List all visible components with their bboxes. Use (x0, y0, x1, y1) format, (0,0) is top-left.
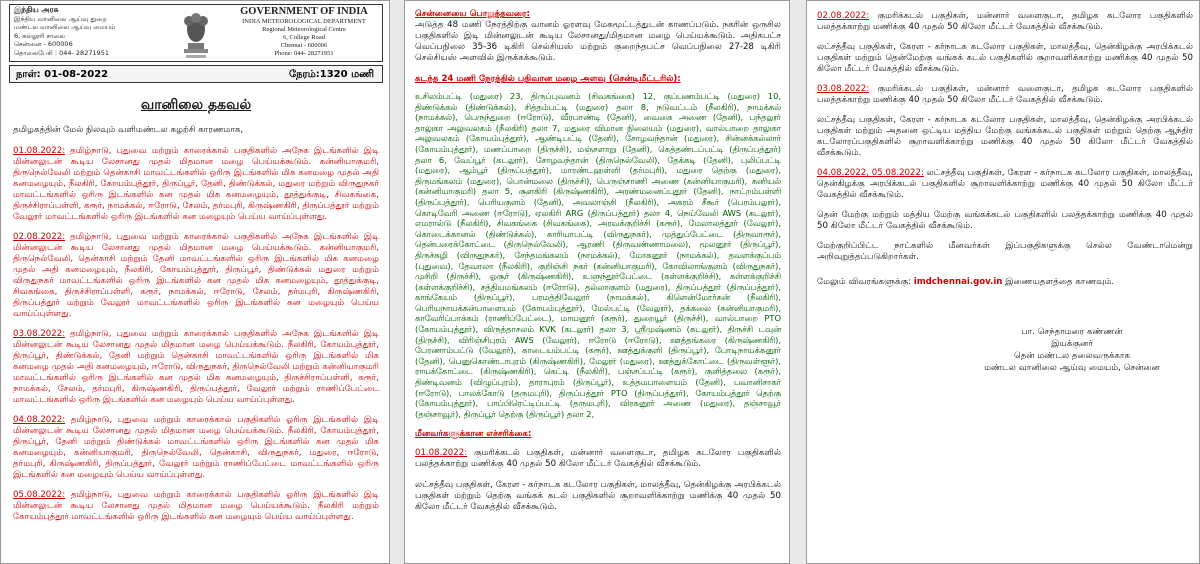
header-line: Chennai - 600006 (280, 42, 328, 49)
more-info (817, 277, 1193, 288)
header-line: மண்டல வானிலை ஆய்வு மையம் (14, 23, 116, 32)
letterhead (9, 4, 383, 62)
rainfall-list: உசிலம்பட்டி (மதுரை) 23, திருப்புவனம் (சிவகங்கை) 12, குப்பணம்பட்டி (மதுரை) 10, திண்டுக்கல் (திண்டுக்கல்), சித்தம்பட்டி (மதுரை) தலா 8, நடுவட்டம் (நீலகிரி), நாமக்கல் (நாமக்கல்), பெருந்துறை (ஈரோடு), வீரபாண்டி (தேனி), வைகை அணை (தேனி), பந்தலூர் தாலுகா அலுவலகம் (நீலகிரி) தலா 7, மதுரை விமான நிலையம் (மதுரை), வால்பாறை தாலுகா அலுவலகம் (கோயம்புத்தூர்), ஆண்டிபட்டி (தேனி), சோழவந்தான் (மதுரை), சின்னக்கல்லார் (கோயம்புத்தூர்), மணப்பாறை (திருச்சி), மஞ்சளாறு (தேனி), கெத்தண்டப்பட்டி (திருப்பத்தூர்) தலா 6, வேப்பூர் (கடலூர்), சோழவந்தான் (திருநெல்வேலி), தேக்கடி (தேனி), புலிப்பட்டி (மதுரை), ஆம்பூர் (திருப்பத்தூர்), மாரண்டஹள்ளி (தர்மபுரி), மதுரை தெற்கு (மதுரை), திருமங்கலம் (மதுரை), பொன்மலை (திருச்சி), பெருஞ்சாணி அணை (கன்னியாகுமரி), கனியல் (கன்னியாகுமரி) தலா 5, சூளகிரி (கிருஷ்ணகிரி), அரண்மனைப்புதூர் (தேனி), நாட்றம்பள்ளி (திருப்பத்தூர்), பெரியகுளம் (தேனி), அவலாஞ்சி (நீலகிரி), அகரம் சீகூர் (பெரம்பலூர்), கொடிவேரி அணை (ஈரோடு), ஏலகிரி ARG (திருப்பத்தூர்) தலா 4, நெய்வேலி AWS (கடலூர்), எமரால்டு (நீலகிரி), சிவகங்கை (சிவகங்கை), அரவக்குறிச்சி (கரூர்), மேலாலத்தூர் (வேலூர்), கொடைக்கானல் (திண்டுக்கல்), காரியாபட்டி (விருதுநகர்), முத்துப்பேட்டை (திருவாரூர்), தென்பரைக்கோட்டை (திருநெல்வேலி), ஆரணி (திருவண்ணாமலை), மூலனூர் (திருப்பூர்), திருச்சுழி (விருதுநகர்), சேந்தமங்கலம் (நாமக்கல்), மோகனூர் (நாமக்கல்), தவளக்குப்பம் (புதுவை), தேவாலா (நீலகிரி), குறிஞ்சி நகர் (கன்னியாகுமரி), கோவிலாங்குளம் (விருதுநகர்), முசிறி (திருச்சி), ஓசூர் (கிருஷ்ணகிரி), உளுந்தூர்பேட்டை (கள்ளக்குறிச்சி), கள்ளக்குறிச்சி (கள்ளக்குறிச்சி), சத்தியமங்கலம் (ஈரோடு), தல்லாகுளம் (மதுரை), திருப்பத்தூர் (திருப்பத்தூர்), காங்கேயம் (திருப்பூர்), பரமத்திவேலூர் (நாமக்கல்), கிளென்மோர்கன் (நீலகிரி), பெரியநாயக்கன்பாளையம் (கோயம்புத்தூர்), மேல்பட்டி (வேலூர்), தக்கலை (கன்னியாகுமரி), காவேரிப்பாக்கம் (ராணிப்பேட்டை), மாயனூர் (கரூர்), துறையூர் (திருச்சி), வால்பாறை PTO (கோயம்புத்தூர்), விருத்தாசலம் KVK (கடலூர்) தலா 3, ஸ்ரீமுஷ்ணம் (கடலூர்), திருச்சி டவுன் (திருச்சி), விரிஞ்சிபுரம் AWS (வேலூர்), ஈரோடு (ஈரோடு), ஊத்தங்கரை (கிருஷ்ணகிரி), பேரணாம்பட்டு (வேலூர்), காடையம்பட்டி (கரூர்), ஊத்துக்குளி (திருப்பூர்), போடிநாயக்கனூர் (தேனி), பெனுகொண்டாபுரம் (கிருஷ்ணகிரி), மேலூர் (மதுரை), ஊத்துக்கோட்டை (திருவள்ளூர்), ராயக்கோட்டை (கிருஷ்ணகிரி), கெட்டி (நீலகிரி), பஞ்சப்பட்டி (கரூர்), குளித்தலை (கரூர்), திண்டிவனம் (விழுப்புரம்), தாராபுரம் (திருப்பூர்), உத்தமபாளையம் (தேனி), பவானிசாகர் (ஈரோடு), பாலக்கோடு (தருமபுரி), திருப்பத்தூர் PTO (திருப்பத்தூர்), கோயம்புத்தூர் தெற்கு (கோயம்புத்தூர்), பாப்பிரெட்டிப்பட்டி (தருமபுரி), விரகனூர் அணை (மதுரை), தஞ்சாவூர் (தஞ்சாவூர்), திருப்பூர் தெற்கு (திருப்பூர்) தலா 2, (415, 91, 781, 419)
chennai-heading: சென்னையை பொறுத்தவரை: (415, 9, 530, 19)
date-time-bar (9, 65, 383, 83)
warning-paragraph (817, 11, 1193, 33)
forecast-text: தமிழ்நாடு, புதுவை மற்றும் காரைக்கால் பகுதிகளில் ஓரிரு இடங்களில் இடி மின்னலுடன் கூடிய லேசானது முதல் மிதமான மழை பெய்யக்கூடும். நீலகிரி, கோயம்புத்தூர், திருப்பூர், தேனி மற்றும் திண்டுக்கல் மாவட்டங்களில் ஒரிரு இடங்களில் கன முதல் மிக கனமழையும், கன்னியாகுமரி, திருநெல்வேலி, தென்காசி, விருதுநகர், மதுரை, ஈரோடு, தர்மபுரி, கிருஷ்ணகிரி, திருப்பத்தூர், வேலூர் மற்றும் ராணிப்பேட்டை மாவட்டங்களில் ஒரிரு இடங்களில் கன மழையும் பெய்ய வாய்ப்புள்ளது. (13, 415, 379, 480)
bulletin-page-2 (404, 0, 790, 564)
header-line: 6, College Road (282, 34, 326, 41)
forecast-paragraph (13, 329, 379, 406)
warning-text: லட்சத்தீவு பகுதிகள், கேரள - கர்நாடக கடலோர பகுதிகள், மாலத்தீவு, தென்கிழக்கு அரபிக்கடல் பகுதிகள் மற்றும் தெற்கு வங்கக் கடல் பகுதிகளில் சூறாவளிக்காற்று மணிக்கு 40 முதல் 50 கிலோ மீட்டர் வேகத்தில் வீசக்கூடும். (415, 480, 781, 513)
issue-date: நாள்: 01-08-2022 (16, 69, 109, 80)
forecast-date: 04.08.2022: (13, 415, 66, 425)
header-line: Regional Meteorological Centre (262, 26, 346, 33)
signature-block (957, 326, 1187, 374)
signatory-name: பா. செந்தாமரை கண்ணன் (1021, 327, 1123, 337)
warning-date: 02.08.2022: (817, 11, 870, 21)
forecast-date: 03.08.2022: (13, 329, 66, 339)
forecast-intro: தமிழகத்தின் மேல் நிலவும் வளிமண்டல சுழற்சி காரணமாக, (13, 125, 244, 135)
forecast-paragraph (13, 415, 379, 481)
warning-paragraph (415, 448, 781, 470)
page3-content (817, 11, 1193, 297)
header-line: 6, கல்லூரி சாலை (14, 31, 66, 40)
chennai-forecast: அடுத்த 48 மணி நேரத்திற்கு வானம் ஓரளவு மேகமூட்டத்துடன் காணப்படும். நகரின் ஒருசில பகுதிகளில் இடி மின்னலுடன் கூடிய லேசானது/மிதமான மழை பெய்யக்கூடும். அதிகபட்ச வெப்பநிலை 35-36 டிகிரி செல்சியஸ் மற்றும் குறைந்தபட்ச வெப்பநிலை 27-28 டிகிரி செல்சியஸ் அளவில் இருக்கக்கூடும். (415, 20, 781, 63)
signatory-office: மண்டல வானிலை ஆய்வு மையம், சென்னை (984, 363, 1160, 373)
warning-paragraph (817, 210, 1193, 232)
warning-paragraph (817, 84, 1193, 106)
warning-text: லட்சத்தீவு பகுதிகள், கேரள - கர்நாடக கடலோர பகுதிகள், மாலத்தீவு, தென்கிழக்கு அரபிக்கடல் பகுதிகள் மற்றும் தென்மேற்கு வங்கக் கடல் பகுதிகளில் சூறாவளிக்காற்று மணிக்கு 40 முதல் 50 கிலோ மீட்டர் வேகத்தில் வீசக்கூடும். (817, 42, 1193, 74)
header-line: சென்னை - 600006 (14, 40, 73, 49)
forecast-paragraph (13, 232, 379, 320)
forecast-text: தமிழ்நாடு, புதுவை மற்றும் காரைக்கால் பகுதிகளில் அநேக இடங்களில் இடி மின்னலுடன் கூடிய லேசானது முதல் மிதமான மழை பெய்யக்கூடும். கன்னியாகுமரி, திருநெல்வேலி, தென்காசி மற்றும் தேனி மாவட்டங்களில் ஒரிரு இடங்களில் மிக கனமழை முதல் அதி கனமழையும், நீலகிரி, கோயம்புத்தூர், திருப்பூர், திண்டுக்கல் மதுரை மற்றும் விருதுநகர் மாவட்டங்களில் ஒரிரு இடங்களில் கன முதல் மிக கனமழையும், தூத்துக்குடி, சிவகங்கை, திருச்சிராப்பள்ளி, கரூர், நாமக்கல், ஈரோடு, சேலம், தர்மபுரி, கிருஷ்ணகிரி, திருப்பத்தூர் மற்றும் வேலூர் மாவட்டங்களில் ஒரிரு இடங்களில் கன மழையும் பெய்ய வாய்ப்புள்ளது. (13, 232, 379, 319)
warning-text: குமரிக்கடல் பகுதிகள், மன்னார் வளைகுடா, தமிழக கடலோர பகுதிகளில் பலத்தக்காற்று மணிக்கு 40 முதல் 50 கிலோ மீட்டர் வேகத்தில் வீசக்கூடும். (415, 448, 781, 470)
page2-content (415, 9, 781, 523)
signatory-role: இயக்குனர் (1051, 339, 1093, 349)
website-link[interactable]: imdchennai.gov.in (913, 277, 1003, 287)
forecast-paragraph (13, 146, 379, 223)
header-gov-title: GOVERNMENT OF INDIA (240, 6, 368, 17)
page-title: வானிலை தகவல் (140, 97, 252, 113)
forecast-paragraph (13, 490, 379, 523)
bulletin-page-3 (806, 0, 1200, 564)
header-line: Phone: 044- 28271951 (274, 50, 334, 57)
forecast-text: தமிழ்நாடு, புதுவை மற்றும் காரைக்கால் பகுதிகளில் அநேக இடங்களில் இடி மின்னலுடன் கூடிய லேசானது முதல் மிதமான மழை பெய்யக்கூடும். கன்னியாகுமரி, திருநெல்வேலி மற்றும் தென்காசி மாவட்டங்களில் ஒரிரு இடங்களில் மிக கனமழை முதல் அதி கனமழையும், நீலகிரி, கோயம்புத்தூர், திருப்பூர், தேனி, திண்டுக்கல், மதுரை மற்றும் விருதுநகர் மாவட்டங்களில் ஒரிரு இடங்களில் கன முதல் மிக கனமழையும், தூத்துக்குடி, சிவகங்கை, திருச்சிராப்பள்ளி, கரூர், நாமக்கல், ஈரோடு, சேலம், தர்மபுரி, கிருஷ்ணகிரி, திருப்பத்தூர் மற்றும் வேலூர் மாவட்டங்களில் ஒரிரு இடங்களில் கன மழையும் பெய்ய வாய்ப்புள்ளது. (13, 146, 379, 222)
header-line: இந்திய வானிலை ஆய்வு துறை (14, 14, 107, 23)
letterhead-english (228, 6, 380, 58)
warning-date: 01.08.2022: (415, 448, 468, 459)
rainfall-heading: கடந்த 24 மணி நேரத்தில் பதிவான மழை அளவு (சென்டிமீட்டரில்): (415, 74, 681, 84)
header-line: INDIA METEOROLOGICAL DEPARTMENT (242, 18, 366, 25)
warning-date: 04.08.2022, 05.08.2022: (817, 168, 924, 178)
forecast-text: தமிழ்நாடு, புதுவை மற்றும் காரைக்கால் பகுதிகளில் அநேக இடங்களில் இடி மின்னலுடன் கூடிய லேசானது முதல் மிதமான மழை பெய்யக்கூடும். நீலகிரி, கோயம்புத்தூர், திருப்பூர், திண்டுக்கல், தேனி மற்றும் தென்காசி மாவட்டங்களில் ஒரிரு இடங்களில் மிக கனமழை முதல் அதி கனமழையும், ஈரோடு, விருதுநகர், திருநெல்வேலி மற்றும் கன்னியாகுமரி மாவட்டங்களில் ஒரிரு இடங்களில் கன முதல் மிக கனமழையும், திருச்சிராப்பள்ளி, கரூர், நாமக்கல், சேலம், தர்மபுரி, கிருஷ்ணகிரி, திருப்பத்தூர், வேலூர் மற்றும் ராணிப்பேட்டை மாவட்டங்களில் ஒரிரு இடங்களில் கன மழையும் பெய்ய வாய்ப்புள்ளது. (13, 329, 379, 405)
issue-time: நேரம்:1320 மணி (289, 69, 374, 80)
fishermen-heading: மீனவர்களுக்கான எச்சரிக்கை: (415, 429, 532, 440)
warning-text: தென் மேற்கு மற்றும் மத்திய மேற்கு வங்கக்கடல் பகுதிகளில் பலத்தக்காற்று மணிக்கு 40 முதல் 50 கிலோ மீட்டர் வேகத்தில் வீசக்கூடும். (817, 210, 1193, 231)
warning-paragraph (415, 480, 781, 513)
forecast-date: 01.08.2022: (13, 146, 66, 156)
warning-paragraph (817, 115, 1193, 159)
warning-text: குமரிக்கடல் பகுதிகள், மன்னார் வளைகுடா, தமிழக கடலோர பகுதிகளில் பலத்தக்காற்று மணிக்கு 40 முதல் 50 கிலோ மீட்டர் வேகத்தில் வீசக்கூடும். (817, 11, 1193, 32)
forecast-text: தமிழ்நாடு, புதுவை மற்றும் காரைக்கால் பகுதிகளில் ஓரிரு இடங்களில் இடி மின்னலுடன் கூடிய லேசானது முதல் மிதமான மழை பெய்யக்கூடும். நீலகிரி மற்றும் கோயம்புத்தூர் மாவட்டங்களில் ஒரிரு இடங்களில் கன மழையும் பெய்ய வாய்ப்புள்ளது. (13, 490, 379, 522)
more-info-prefix: மேலும் விவரங்களுக்கு: (817, 277, 914, 287)
warning-paragraph (817, 168, 1193, 201)
warning-date: 03.08.2022: (817, 84, 870, 94)
warning-text: லட்சத்தீவு பகுதிகள், கேரள - கர்நாடக கடலோர பகுதிகள், மாலத்தீவு, தென்கிழக்கு அரபிக்கடல் பகுதிகளில் சூறாவளிக்காற்று மணிக்கு 40 முதல் 50 கிலோ மீட்டர் வேகத்தில் வீசக்கூடும். (817, 168, 1193, 200)
national-emblem-icon (176, 7, 216, 61)
fishermen-advice: மேற்குறிப்பிட்ட நாட்களில் மீனவர்கள் இப்பகுதிகளுக்கு செல்ல வேண்டாமென்று அறிவுறுத்தப்படுகிறார்கள். (817, 241, 1193, 262)
header-line: தொலைபேசி : 044- 28271951 (14, 48, 110, 57)
header-line: இந்திய அரசு (14, 5, 59, 14)
bulletin-page-1 (0, 0, 390, 564)
warning-paragraph (817, 42, 1193, 75)
warning-text: குமரிக்கடல் பகுதிகள், மன்னார் வளைகுடா, தமிழக கடலோர பகுதிகளில் பலத்தக்காற்று மணிக்கு 40 முதல் 50 கிலோ மீட்டர் வேகத்தில் வீசக்கூடும். (817, 84, 1193, 105)
forecast-section (13, 125, 379, 532)
more-info-suffix: இணையதளத்தை காணவும். (1002, 277, 1115, 287)
warning-text: லட்சத்தீவு பகுதிகள், கேரள - கர்நாடக கடலோர பகுதிகள், மாலத்தீவு, தென்கிழக்கு அரபிக்கடல் பகுதிகள் மற்றும் அதனை ஒட்டிய மத்திய மேற்கு வங்கக்கடல் பகுதிகள் மற்றும் தெற்கு ஆந்திர கடலோரப்பகுதிகளில் சூறாவளிக்காற்று மணிக்கு 40 முதல் 50 கிலோ மீட்டர் வேகத்தில் வீசக்கூடும். (817, 115, 1193, 158)
letterhead-tamil (14, 6, 164, 58)
signatory-dept: தென் மண்டல தலைவருக்காக (1014, 351, 1130, 361)
forecast-date: 02.08.2022: (13, 232, 66, 242)
forecast-date: 05.08.2022: (13, 490, 66, 500)
